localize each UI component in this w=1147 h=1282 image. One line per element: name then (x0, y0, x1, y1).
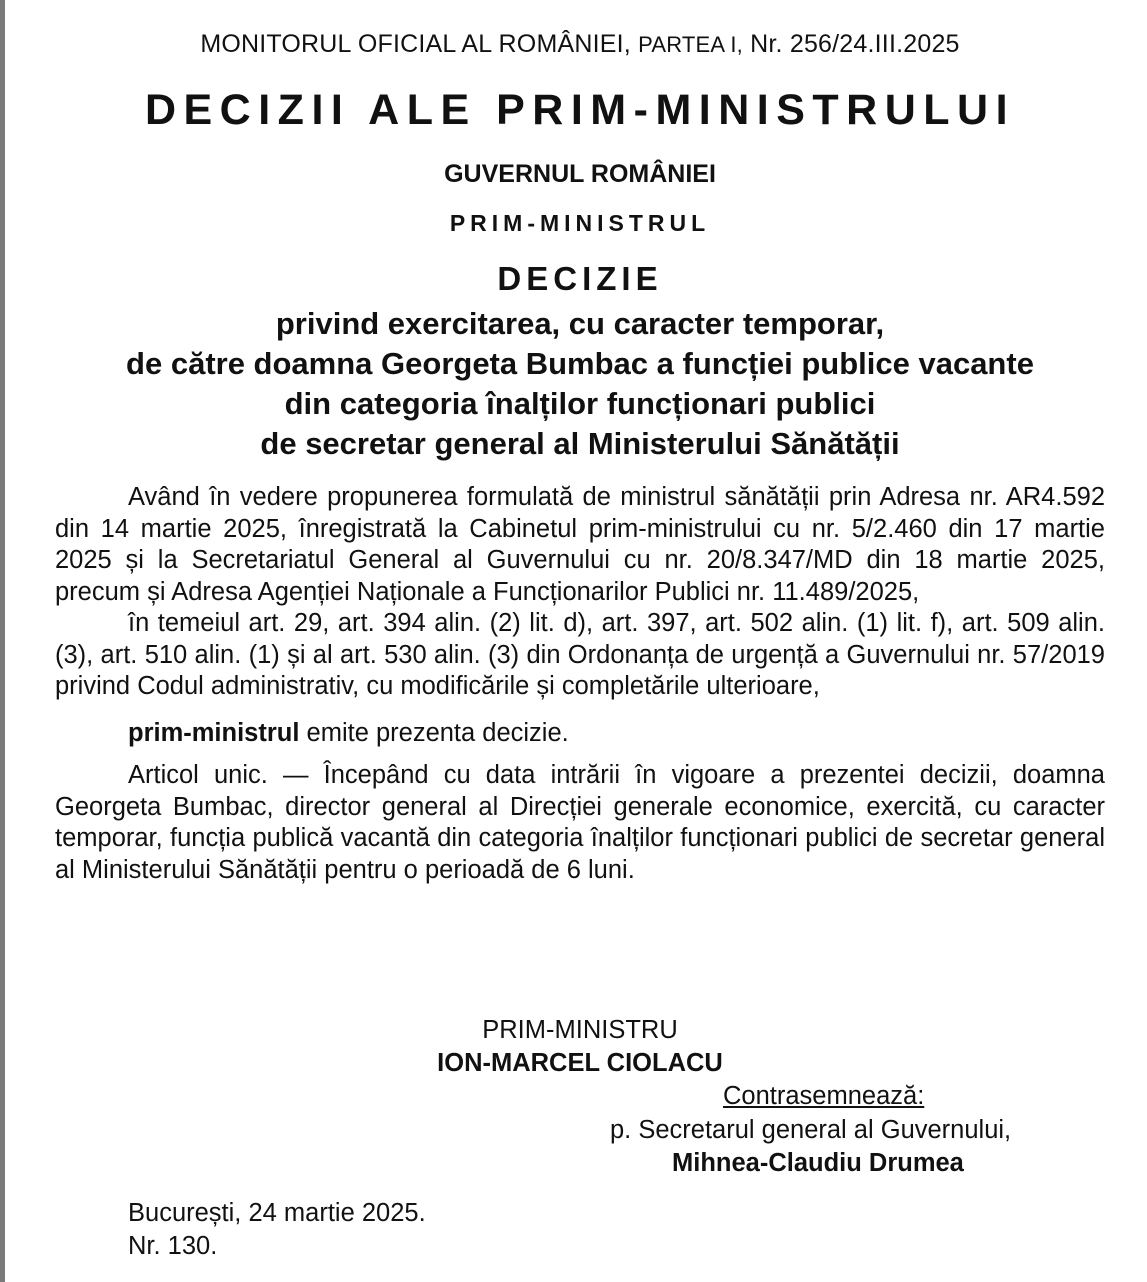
issuer-government: GUVERNUL ROMÂNIEI (444, 160, 716, 188)
place-and-date: București, 24 martie 2025. (128, 1199, 426, 1227)
preamble-paragraph: Având în vedere propunerea formulată de ministrul sănătății prin Adresa nr. AR4.592 din 14 martie 2025, înregistrată la Cabinetul prim-ministrului cu nr. 5/2.460 din 17 martie 2025 și la Secretariatul General al Guvernului cu nr. 20/8.347/MD din 18 martie 2025, precum și Adresa Agenției Naționale a Funcționarilor Publici nr. 11.489/2025, (55, 483, 1105, 606)
secretary-general-label: p. Secretarul general al Guvernului, (610, 1116, 1012, 1144)
subject-line: din categoria înalților funcționari publici (284, 386, 876, 421)
publication-name: MONITORUL OFICIAL AL ROMÂNIEI, (200, 30, 631, 58)
countersign-label: Contrasemnează: (723, 1082, 925, 1110)
pm-signature-label: PRIM-MINISTRU (482, 1016, 678, 1044)
gazette-header (55, 30, 1105, 59)
subject-line: privind exercitarea, cu caracter temporar, (275, 306, 885, 341)
decision-body (55, 482, 1105, 886)
document-subject (55, 304, 1105, 464)
issuer-office: PRIM-MINISTRUL (449, 210, 711, 236)
emitter-bold: prim-ministrul (128, 718, 300, 747)
secretary-general-name: Mihnea-Claudiu Drumea (672, 1149, 964, 1177)
issue-number-date: Nr. 256/24.III.2025 (750, 30, 960, 58)
legal-basis-paragraph: în temeiul art. 29, art. 394 alin. (2) lit. d), art. 397, art. 502 alin. (1) lit. f), art. 509 alin. (3), art. 510 alin. (1) și al art. 530 alin. (3) din Ordonanța de urgență a Guvernului nr. 57/2019 privind Codul administrativ, cu modificările și completările ulterioare, (55, 609, 1105, 700)
page-edge-rule (0, 0, 5, 1282)
emission-paragraph (55, 718, 1105, 750)
pm-signature-name: ION-MARCEL CIOLACU (437, 1049, 723, 1077)
subject-line: de secretar general al Ministerului Sănătății (260, 426, 900, 461)
document-type: DECIZIE (497, 260, 663, 297)
emission-text: emite prezenta decizie. (299, 718, 569, 747)
subject-line: de către doamna Georgeta Bumbac a funcției publice vacante (126, 346, 1034, 381)
single-article-paragraph: Articol unic. — Începând cu data intrării în vigoare a prezentei decizii, doamna Georgeta Bumbac, director general al Direcției generale economice, exercită, cu caracter temporar, funcția publică vacantă din categoria înalților funcționari publici de secretar general al Ministerului Sănătății pentru o perioadă de 6 luni. (55, 761, 1105, 884)
publication-part: PARTEA I, (638, 32, 743, 57)
section-title: DECIZII ALE PRIM-MINISTRULUI (144, 86, 1016, 134)
decision-number: Nr. 130. (128, 1232, 218, 1260)
